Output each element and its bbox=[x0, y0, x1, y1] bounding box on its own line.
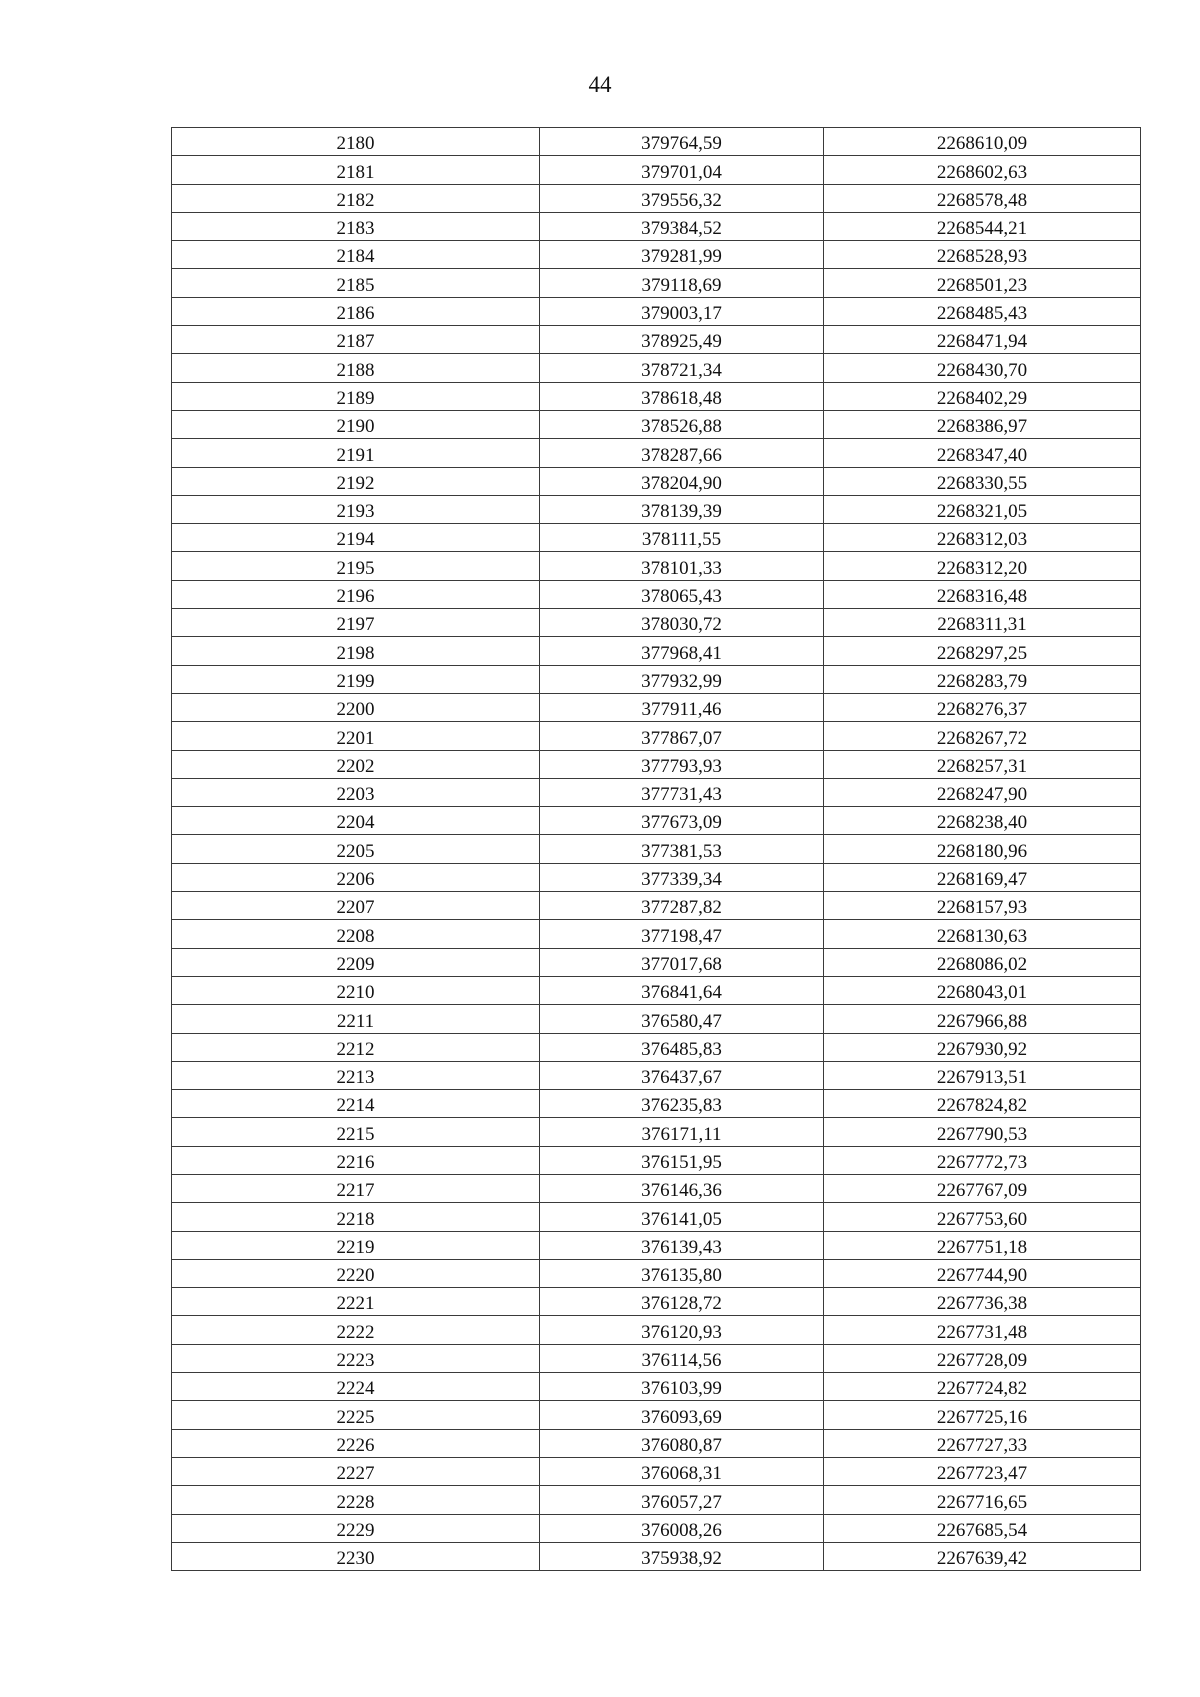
y-coordinate-cell: 2268257,31 bbox=[824, 750, 1141, 778]
y-coordinate-cell: 2268157,93 bbox=[824, 892, 1141, 920]
table-row bbox=[172, 1174, 1141, 1202]
table-row bbox=[172, 722, 1141, 750]
y-coordinate-cell: 2267753,60 bbox=[824, 1203, 1141, 1231]
y-coordinate-cell: 2268386,97 bbox=[824, 410, 1141, 438]
x-coordinate-cell: 377017,68 bbox=[540, 948, 824, 976]
y-coordinate-cell: 2268544,21 bbox=[824, 212, 1141, 240]
x-coordinate-cell: 375938,92 bbox=[540, 1542, 824, 1570]
table-row bbox=[172, 835, 1141, 863]
y-coordinate-cell: 2268501,23 bbox=[824, 269, 1141, 297]
y-coordinate-cell: 2267724,82 bbox=[824, 1373, 1141, 1401]
table-row bbox=[172, 1486, 1141, 1514]
x-coordinate-cell: 376437,67 bbox=[540, 1061, 824, 1089]
y-coordinate-cell: 2267731,48 bbox=[824, 1316, 1141, 1344]
x-coordinate-cell: 377287,82 bbox=[540, 892, 824, 920]
point-number-cell: 2201 bbox=[172, 722, 540, 750]
x-coordinate-cell: 377339,34 bbox=[540, 863, 824, 891]
point-number-cell: 2181 bbox=[172, 156, 540, 184]
x-coordinate-cell: 378287,66 bbox=[540, 439, 824, 467]
x-coordinate-cell: 377911,46 bbox=[540, 693, 824, 721]
table-row bbox=[172, 241, 1141, 269]
table-row bbox=[172, 1401, 1141, 1429]
table-row bbox=[172, 665, 1141, 693]
y-coordinate-cell: 2268311,31 bbox=[824, 609, 1141, 637]
table-row bbox=[172, 609, 1141, 637]
y-coordinate-cell: 2268180,96 bbox=[824, 835, 1141, 863]
point-number-cell: 2182 bbox=[172, 184, 540, 212]
point-number-cell: 2183 bbox=[172, 212, 540, 240]
y-coordinate-cell: 2267685,54 bbox=[824, 1514, 1141, 1542]
y-coordinate-cell: 2268347,40 bbox=[824, 439, 1141, 467]
point-number-cell: 2184 bbox=[172, 241, 540, 269]
point-number-cell: 2224 bbox=[172, 1373, 540, 1401]
table-row bbox=[172, 1203, 1141, 1231]
point-number-cell: 2210 bbox=[172, 976, 540, 1004]
point-number-cell: 2190 bbox=[172, 410, 540, 438]
table-row bbox=[172, 1259, 1141, 1287]
x-coordinate-cell: 378065,43 bbox=[540, 580, 824, 608]
point-number-cell: 2193 bbox=[172, 495, 540, 523]
point-number-cell: 2219 bbox=[172, 1231, 540, 1259]
y-coordinate-cell: 2268316,48 bbox=[824, 580, 1141, 608]
y-coordinate-cell: 2268130,63 bbox=[824, 920, 1141, 948]
y-coordinate-cell: 2268528,93 bbox=[824, 241, 1141, 269]
x-coordinate-cell: 376171,11 bbox=[540, 1118, 824, 1146]
table-row bbox=[172, 128, 1141, 156]
table-row bbox=[172, 863, 1141, 891]
y-coordinate-cell: 2268330,55 bbox=[824, 467, 1141, 495]
table-row bbox=[172, 326, 1141, 354]
table-row bbox=[172, 297, 1141, 325]
point-number-cell: 2195 bbox=[172, 552, 540, 580]
x-coordinate-cell: 379701,04 bbox=[540, 156, 824, 184]
x-coordinate-cell: 376114,56 bbox=[540, 1344, 824, 1372]
y-coordinate-cell: 2267824,82 bbox=[824, 1090, 1141, 1118]
point-number-cell: 2216 bbox=[172, 1146, 540, 1174]
y-coordinate-cell: 2268238,40 bbox=[824, 807, 1141, 835]
table-row bbox=[172, 410, 1141, 438]
table-row bbox=[172, 439, 1141, 467]
table-row bbox=[172, 1146, 1141, 1174]
table-row bbox=[172, 1033, 1141, 1061]
x-coordinate-cell: 377198,47 bbox=[540, 920, 824, 948]
y-coordinate-cell: 2268485,43 bbox=[824, 297, 1141, 325]
y-coordinate-cell: 2268297,25 bbox=[824, 637, 1141, 665]
point-number-cell: 2221 bbox=[172, 1288, 540, 1316]
table-row bbox=[172, 382, 1141, 410]
table-row bbox=[172, 184, 1141, 212]
y-coordinate-cell: 2268247,90 bbox=[824, 778, 1141, 806]
point-number-cell: 2188 bbox=[172, 354, 540, 382]
point-number-cell: 2212 bbox=[172, 1033, 540, 1061]
y-coordinate-cell: 2268610,09 bbox=[824, 128, 1141, 156]
x-coordinate-cell: 379118,69 bbox=[540, 269, 824, 297]
point-number-cell: 2200 bbox=[172, 693, 540, 721]
x-coordinate-cell: 376120,93 bbox=[540, 1316, 824, 1344]
y-coordinate-cell: 2268602,63 bbox=[824, 156, 1141, 184]
coordinates-table-body bbox=[172, 128, 1141, 1571]
y-coordinate-cell: 2267723,47 bbox=[824, 1457, 1141, 1485]
x-coordinate-cell: 376146,36 bbox=[540, 1174, 824, 1202]
y-coordinate-cell: 2268312,03 bbox=[824, 524, 1141, 552]
y-coordinate-cell: 2268267,72 bbox=[824, 722, 1141, 750]
x-coordinate-cell: 377731,43 bbox=[540, 778, 824, 806]
x-coordinate-cell: 376841,64 bbox=[540, 976, 824, 1004]
y-coordinate-cell: 2267930,92 bbox=[824, 1033, 1141, 1061]
point-number-cell: 2180 bbox=[172, 128, 540, 156]
y-coordinate-cell: 2267913,51 bbox=[824, 1061, 1141, 1089]
table-row bbox=[172, 156, 1141, 184]
coordinates-table bbox=[171, 127, 1141, 1571]
table-row bbox=[172, 920, 1141, 948]
table-row bbox=[172, 637, 1141, 665]
table-row bbox=[172, 580, 1141, 608]
x-coordinate-cell: 376139,43 bbox=[540, 1231, 824, 1259]
point-number-cell: 2192 bbox=[172, 467, 540, 495]
x-coordinate-cell: 378101,33 bbox=[540, 552, 824, 580]
x-coordinate-cell: 377793,93 bbox=[540, 750, 824, 778]
point-number-cell: 2213 bbox=[172, 1061, 540, 1089]
point-number-cell: 2198 bbox=[172, 637, 540, 665]
page-number: 44 bbox=[588, 72, 612, 97]
point-number-cell: 2228 bbox=[172, 1486, 540, 1514]
y-coordinate-cell: 2267966,88 bbox=[824, 1005, 1141, 1033]
point-number-cell: 2186 bbox=[172, 297, 540, 325]
y-coordinate-cell: 2268312,20 bbox=[824, 552, 1141, 580]
table-row bbox=[172, 495, 1141, 523]
table-row bbox=[172, 1457, 1141, 1485]
table-row bbox=[172, 552, 1141, 580]
x-coordinate-cell: 378526,88 bbox=[540, 410, 824, 438]
table-row bbox=[172, 1429, 1141, 1457]
y-coordinate-cell: 2267725,16 bbox=[824, 1401, 1141, 1429]
point-number-cell: 2187 bbox=[172, 326, 540, 354]
y-coordinate-cell: 2267727,33 bbox=[824, 1429, 1141, 1457]
table-row bbox=[172, 750, 1141, 778]
y-coordinate-cell: 2268043,01 bbox=[824, 976, 1141, 1004]
x-coordinate-cell: 376093,69 bbox=[540, 1401, 824, 1429]
table-row bbox=[172, 778, 1141, 806]
x-coordinate-cell: 376008,26 bbox=[540, 1514, 824, 1542]
x-coordinate-cell: 378111,55 bbox=[540, 524, 824, 552]
point-number-cell: 2199 bbox=[172, 665, 540, 693]
x-coordinate-cell: 377867,07 bbox=[540, 722, 824, 750]
table-row bbox=[172, 1231, 1141, 1259]
point-number-cell: 2207 bbox=[172, 892, 540, 920]
y-coordinate-cell: 2268283,79 bbox=[824, 665, 1141, 693]
point-number-cell: 2206 bbox=[172, 863, 540, 891]
x-coordinate-cell: 376141,05 bbox=[540, 1203, 824, 1231]
y-coordinate-cell: 2267728,09 bbox=[824, 1344, 1141, 1372]
table-row bbox=[172, 892, 1141, 920]
x-coordinate-cell: 377932,99 bbox=[540, 665, 824, 693]
x-coordinate-cell: 376485,83 bbox=[540, 1033, 824, 1061]
table-row bbox=[172, 524, 1141, 552]
y-coordinate-cell: 2267751,18 bbox=[824, 1231, 1141, 1259]
y-coordinate-cell: 2267744,90 bbox=[824, 1259, 1141, 1287]
table-row bbox=[172, 354, 1141, 382]
table-row bbox=[172, 1344, 1141, 1372]
x-coordinate-cell: 376135,80 bbox=[540, 1259, 824, 1287]
point-number-cell: 2204 bbox=[172, 807, 540, 835]
x-coordinate-cell: 376080,87 bbox=[540, 1429, 824, 1457]
table-row bbox=[172, 1373, 1141, 1401]
table-row bbox=[172, 807, 1141, 835]
point-number-cell: 2202 bbox=[172, 750, 540, 778]
point-number-cell: 2191 bbox=[172, 439, 540, 467]
y-coordinate-cell: 2268578,48 bbox=[824, 184, 1141, 212]
point-number-cell: 2226 bbox=[172, 1429, 540, 1457]
point-number-cell: 2217 bbox=[172, 1174, 540, 1202]
point-number-cell: 2230 bbox=[172, 1542, 540, 1570]
y-coordinate-cell: 2267716,65 bbox=[824, 1486, 1141, 1514]
y-coordinate-cell: 2267772,73 bbox=[824, 1146, 1141, 1174]
point-number-cell: 2218 bbox=[172, 1203, 540, 1231]
point-number-cell: 2208 bbox=[172, 920, 540, 948]
y-coordinate-cell: 2267639,42 bbox=[824, 1542, 1141, 1570]
point-number-cell: 2185 bbox=[172, 269, 540, 297]
y-coordinate-cell: 2267790,53 bbox=[824, 1118, 1141, 1146]
table-row bbox=[172, 948, 1141, 976]
point-number-cell: 2220 bbox=[172, 1259, 540, 1287]
y-coordinate-cell: 2268321,05 bbox=[824, 495, 1141, 523]
table-row bbox=[172, 976, 1141, 1004]
x-coordinate-cell: 376068,31 bbox=[540, 1457, 824, 1485]
x-coordinate-cell: 378618,48 bbox=[540, 382, 824, 410]
point-number-cell: 2227 bbox=[172, 1457, 540, 1485]
x-coordinate-cell: 379281,99 bbox=[540, 241, 824, 269]
point-number-cell: 2223 bbox=[172, 1344, 540, 1372]
x-coordinate-cell: 379384,52 bbox=[540, 212, 824, 240]
x-coordinate-cell: 376235,83 bbox=[540, 1090, 824, 1118]
x-coordinate-cell: 378204,90 bbox=[540, 467, 824, 495]
point-number-cell: 2209 bbox=[172, 948, 540, 976]
x-coordinate-cell: 379556,32 bbox=[540, 184, 824, 212]
x-coordinate-cell: 378030,72 bbox=[540, 609, 824, 637]
table-row bbox=[172, 212, 1141, 240]
x-coordinate-cell: 377968,41 bbox=[540, 637, 824, 665]
x-coordinate-cell: 376128,72 bbox=[540, 1288, 824, 1316]
point-number-cell: 2205 bbox=[172, 835, 540, 863]
table-row bbox=[172, 1090, 1141, 1118]
table-row bbox=[172, 1005, 1141, 1033]
table-row bbox=[172, 467, 1141, 495]
x-coordinate-cell: 378721,34 bbox=[540, 354, 824, 382]
x-coordinate-cell: 379003,17 bbox=[540, 297, 824, 325]
point-number-cell: 2225 bbox=[172, 1401, 540, 1429]
x-coordinate-cell: 376151,95 bbox=[540, 1146, 824, 1174]
y-coordinate-cell: 2267736,38 bbox=[824, 1288, 1141, 1316]
y-coordinate-cell: 2268169,47 bbox=[824, 863, 1141, 891]
x-coordinate-cell: 378925,49 bbox=[540, 326, 824, 354]
x-coordinate-cell: 376103,99 bbox=[540, 1373, 824, 1401]
x-coordinate-cell: 377381,53 bbox=[540, 835, 824, 863]
table-row bbox=[172, 1118, 1141, 1146]
x-coordinate-cell: 378139,39 bbox=[540, 495, 824, 523]
table-row bbox=[172, 1316, 1141, 1344]
table-row bbox=[172, 693, 1141, 721]
point-number-cell: 2189 bbox=[172, 382, 540, 410]
x-coordinate-cell: 377673,09 bbox=[540, 807, 824, 835]
point-number-cell: 2203 bbox=[172, 778, 540, 806]
y-coordinate-cell: 2267767,09 bbox=[824, 1174, 1141, 1202]
point-number-cell: 2222 bbox=[172, 1316, 540, 1344]
point-number-cell: 2211 bbox=[172, 1005, 540, 1033]
table-row bbox=[172, 1061, 1141, 1089]
y-coordinate-cell: 2268471,94 bbox=[824, 326, 1141, 354]
table-row bbox=[172, 1514, 1141, 1542]
x-coordinate-cell: 376580,47 bbox=[540, 1005, 824, 1033]
x-coordinate-cell: 376057,27 bbox=[540, 1486, 824, 1514]
point-number-cell: 2196 bbox=[172, 580, 540, 608]
y-coordinate-cell: 2268402,29 bbox=[824, 382, 1141, 410]
point-number-cell: 2194 bbox=[172, 524, 540, 552]
table-row bbox=[172, 1288, 1141, 1316]
y-coordinate-cell: 2268430,70 bbox=[824, 354, 1141, 382]
point-number-cell: 2215 bbox=[172, 1118, 540, 1146]
x-coordinate-cell: 379764,59 bbox=[540, 128, 824, 156]
y-coordinate-cell: 2268276,37 bbox=[824, 693, 1141, 721]
point-number-cell: 2197 bbox=[172, 609, 540, 637]
table-row bbox=[172, 1542, 1141, 1570]
point-number-cell: 2229 bbox=[172, 1514, 540, 1542]
table-row bbox=[172, 269, 1141, 297]
y-coordinate-cell: 2268086,02 bbox=[824, 948, 1141, 976]
point-number-cell: 2214 bbox=[172, 1090, 540, 1118]
